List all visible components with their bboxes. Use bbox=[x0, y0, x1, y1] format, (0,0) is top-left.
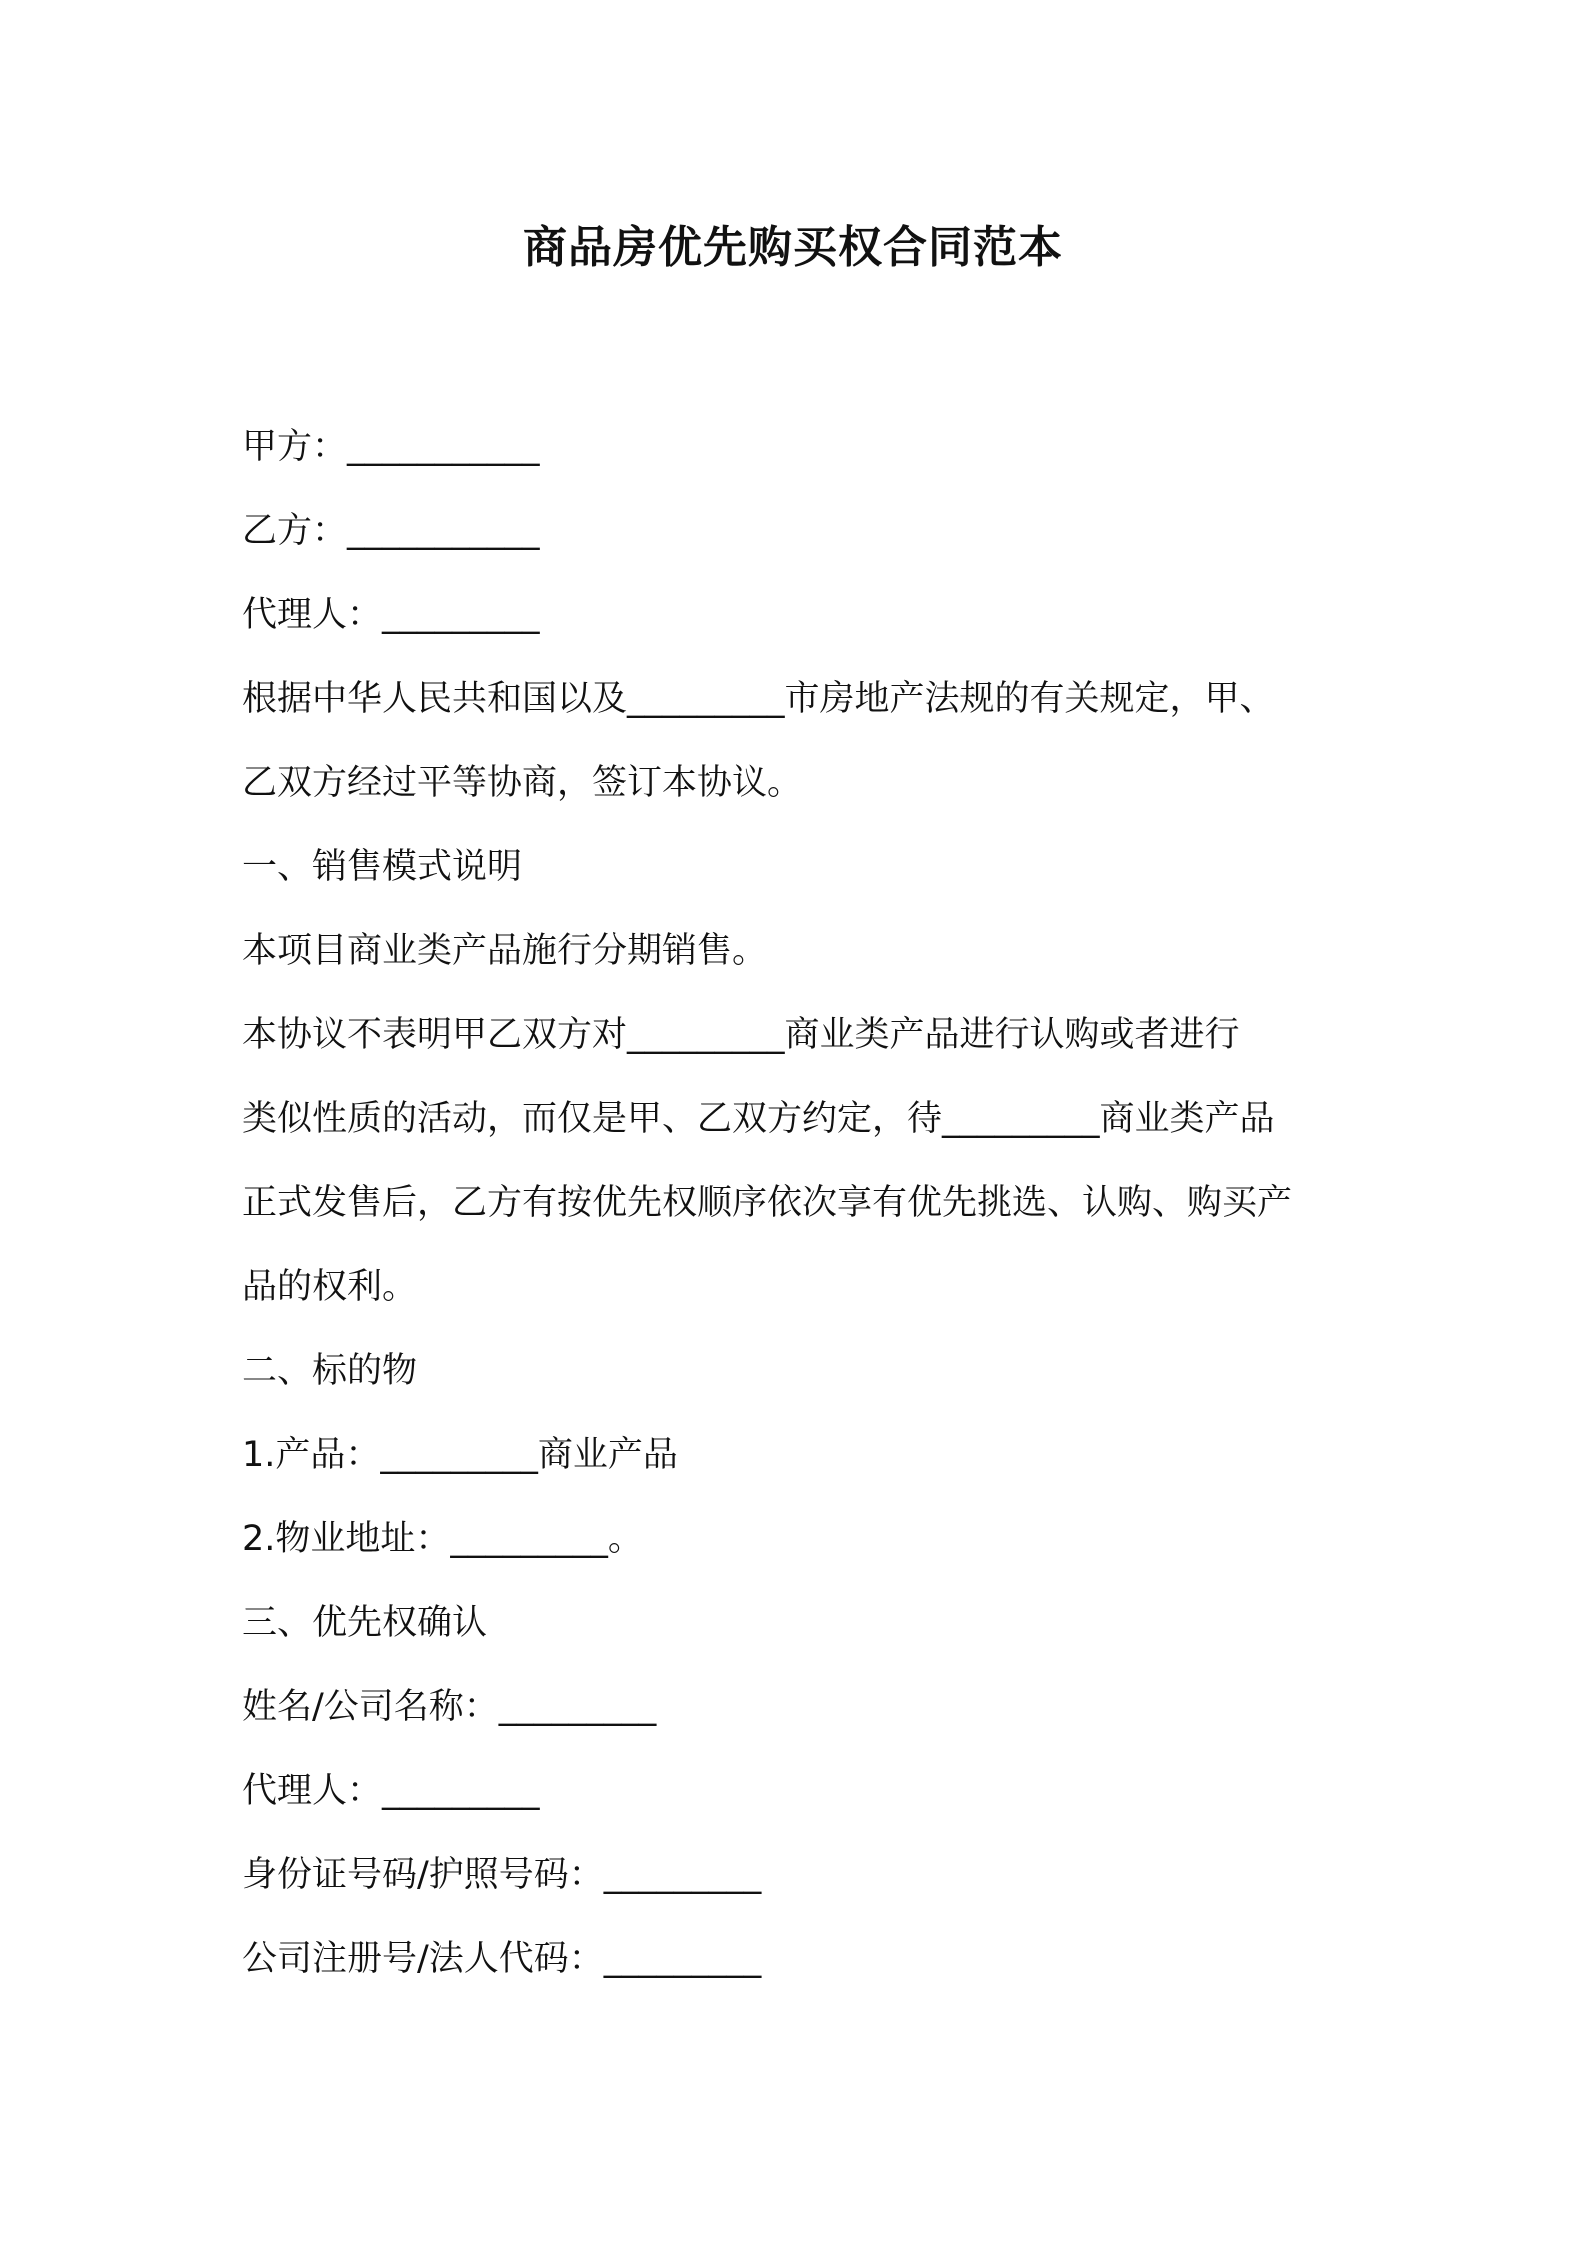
preamble-line-1: 根据中华人民共和国以及_________市房地产法规的有关规定，甲、 bbox=[242, 679, 1275, 719]
party-b-line: 乙方：___________ bbox=[242, 511, 540, 551]
agreement-text-line-4: 品的权利。 bbox=[242, 1267, 418, 1307]
agreement-text-line-1: 本协议不表明甲乙双方对_________商业类产品进行认购或者进行 bbox=[242, 1015, 1240, 1055]
document-body bbox=[242, 405, 1352, 2001]
property-address-line: 2.物业地址：_________。 bbox=[242, 1519, 643, 1559]
name-company-line: 姓名/公司名称：_________ bbox=[242, 1687, 657, 1727]
id-passport-line: 身份证号码/护照号码：_________ bbox=[242, 1855, 762, 1895]
product-line: 1.产品：_________商业产品 bbox=[242, 1435, 678, 1475]
priority-agent-line: 代理人：_________ bbox=[242, 1771, 540, 1811]
company-registration-line: 公司注册号/法人代码：_________ bbox=[242, 1939, 762, 1979]
document-title: 商品房优先购买权合同范本 bbox=[523, 222, 1063, 273]
section-heading-subject: 二、标的物 bbox=[242, 1351, 418, 1391]
preamble-line-2: 乙双方经过平等协商，签订本协议。 bbox=[242, 763, 803, 803]
section-heading-sales-mode: 一、销售模式说明 bbox=[242, 847, 523, 887]
agreement-text-line-3: 正式发售后，乙方有按优先权顺序依次享有优先挑选、认购、购买产 bbox=[242, 1183, 1293, 1223]
sales-mode-text: 本项目商业类产品施行分期销售。 bbox=[242, 931, 768, 971]
agreement-text-line-2: 类似性质的活动，而仅是甲、乙双方约定，待_________商业类产品 bbox=[242, 1099, 1275, 1139]
agent-line: 代理人：_________ bbox=[242, 595, 540, 635]
section-heading-priority: 三、优先权确认 bbox=[242, 1603, 488, 1643]
party-a-line: 甲方：___________ bbox=[242, 427, 540, 467]
